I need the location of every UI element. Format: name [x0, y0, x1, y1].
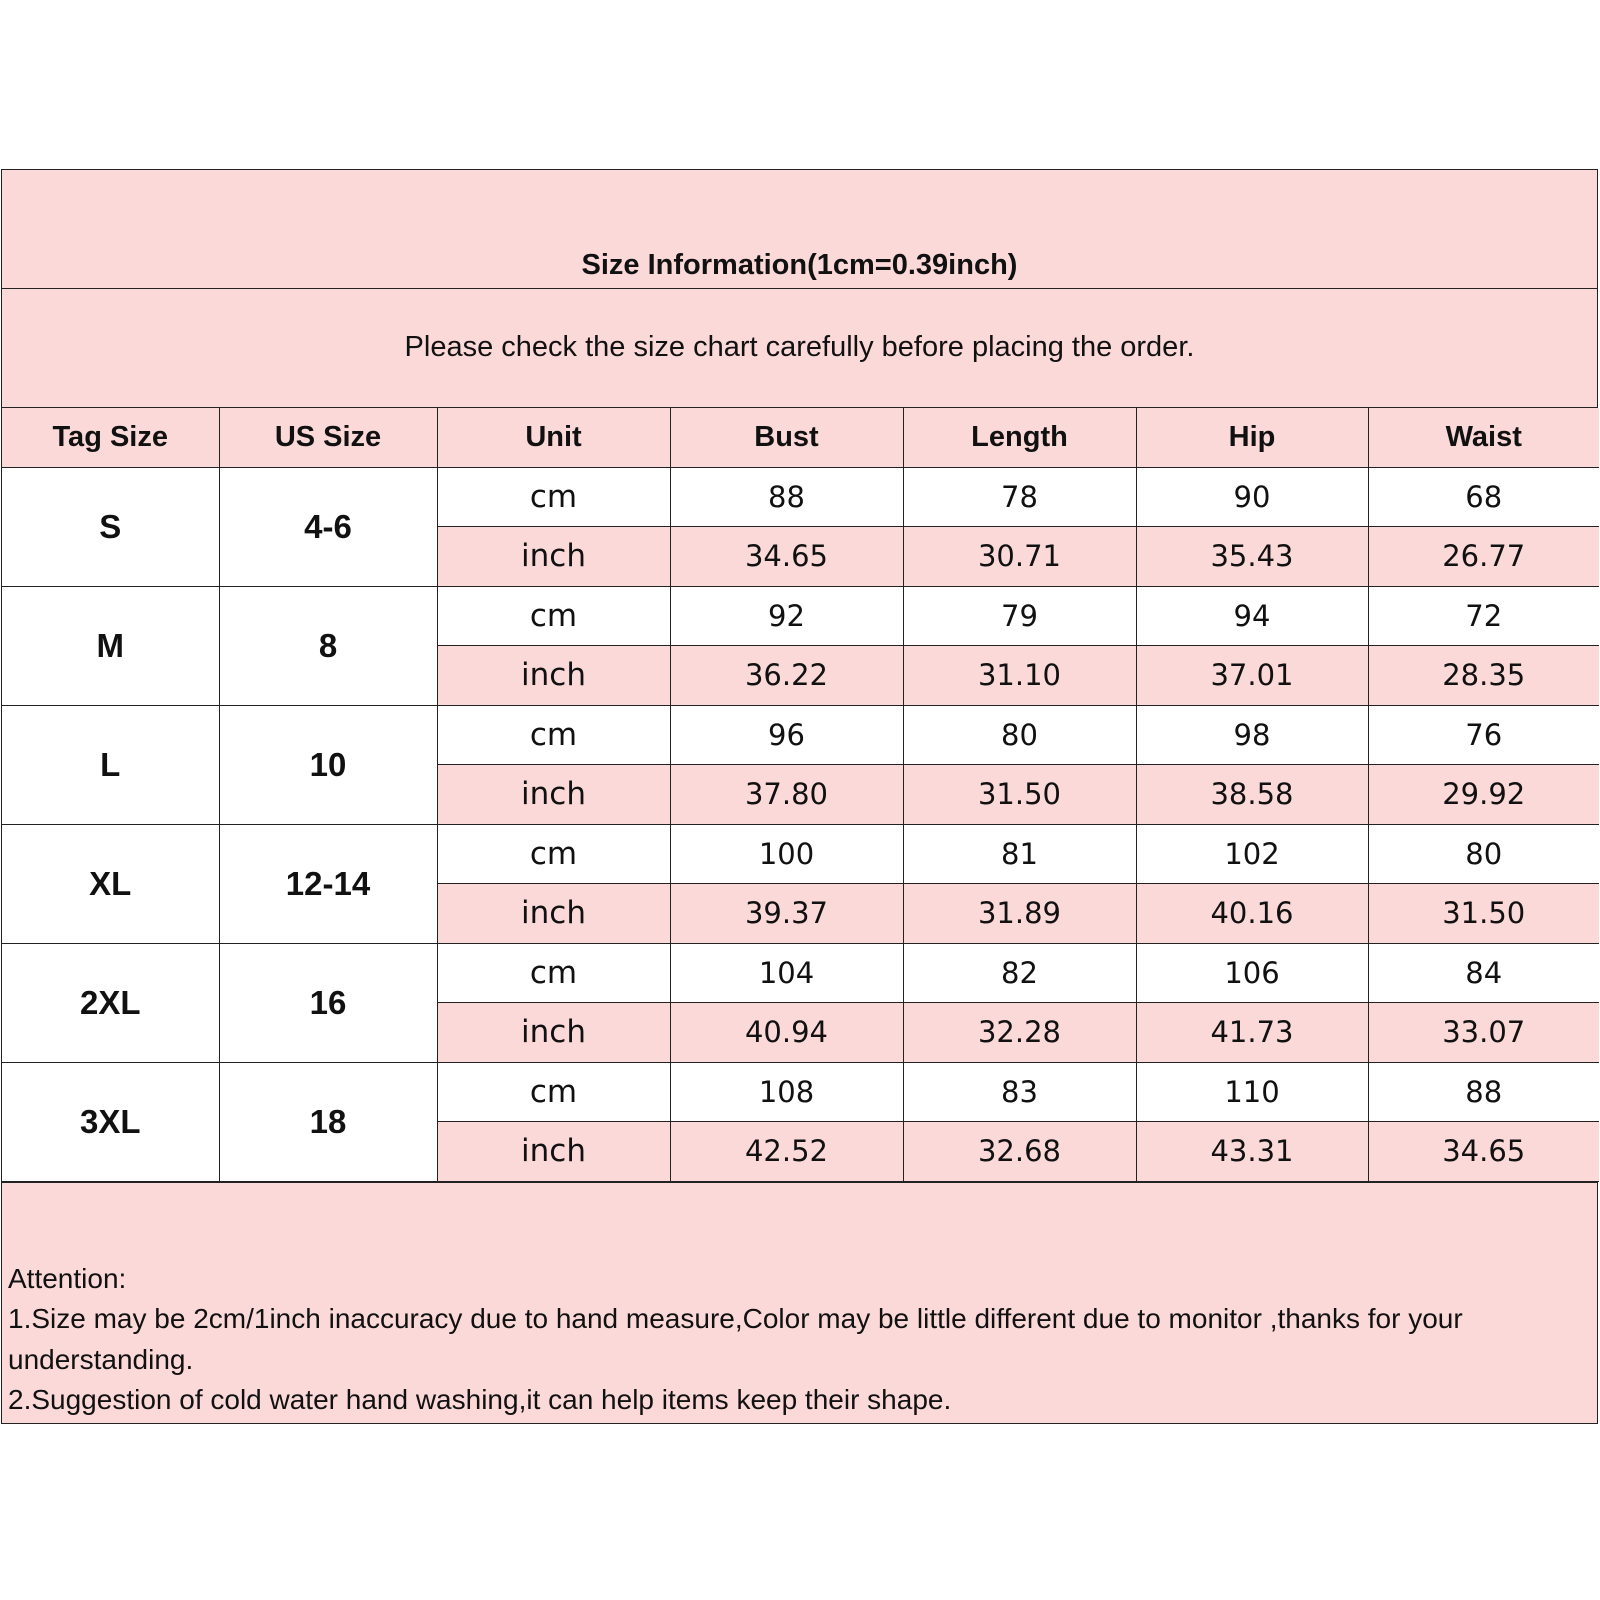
hip-cell: 38.58 — [1136, 765, 1368, 825]
bust-cell: 39.37 — [670, 884, 903, 944]
us-size-cell: 4-6 — [219, 467, 437, 586]
hip-cell: 40.16 — [1136, 884, 1368, 944]
length-cell: 31.10 — [903, 646, 1136, 706]
us-size-cell: 18 — [219, 1062, 437, 1181]
unit-cell: cm — [437, 586, 670, 646]
waist-cell: 88 — [1368, 1062, 1599, 1122]
bust-cell: 100 — [670, 824, 903, 884]
tag-size-cell: 2XL — [2, 943, 219, 1062]
hip-cell: 106 — [1136, 943, 1368, 1003]
hip-cell: 98 — [1136, 705, 1368, 765]
header-unit: Unit — [437, 408, 670, 467]
waist-cell: 28.35 — [1368, 646, 1599, 706]
length-cell: 78 — [903, 467, 1136, 527]
table-row — [2, 467, 1599, 527]
table-row — [2, 824, 1599, 884]
bust-cell: 37.80 — [670, 765, 903, 825]
unit-cell: inch — [437, 1122, 670, 1182]
size-chart-notice: Please check the size chart carefully before placing the order. — [404, 330, 1195, 363]
table-row — [2, 586, 1599, 646]
unit-cell: inch — [437, 884, 670, 944]
header-bust: Bust — [670, 408, 903, 467]
hip-cell: 37.01 — [1136, 646, 1368, 706]
hip-cell: 35.43 — [1136, 527, 1368, 587]
bust-cell: 34.65 — [670, 527, 903, 587]
table-row — [2, 943, 1599, 1003]
tag-size-cell: S — [2, 467, 219, 586]
length-cell: 79 — [903, 586, 1136, 646]
length-cell: 81 — [903, 824, 1136, 884]
header-hip: Hip — [1136, 408, 1368, 467]
bust-cell: 36.22 — [670, 646, 903, 706]
unit-cell: inch — [437, 527, 670, 587]
notes-heading: Attention: — [8, 1262, 127, 1294]
hip-cell: 43.31 — [1136, 1122, 1368, 1182]
waist-cell: 84 — [1368, 943, 1599, 1003]
bust-cell: 92 — [670, 586, 903, 646]
table-row — [2, 705, 1599, 765]
header-waist: Waist — [1368, 408, 1599, 467]
waist-cell: 80 — [1368, 824, 1599, 884]
unit-cell: inch — [437, 646, 670, 706]
attention-notes — [2, 1182, 1597, 1423]
waist-cell: 31.50 — [1368, 884, 1599, 944]
tag-size-cell: 3XL — [2, 1062, 219, 1181]
tag-size-cell: M — [2, 586, 219, 705]
unit-cell: cm — [437, 467, 670, 527]
waist-cell: 34.65 — [1368, 1122, 1599, 1182]
unit-cell: cm — [437, 705, 670, 765]
hip-cell: 90 — [1136, 467, 1368, 527]
waist-cell: 26.77 — [1368, 527, 1599, 587]
bust-cell: 40.94 — [670, 1003, 903, 1063]
unit-cell: cm — [437, 943, 670, 1003]
header-length: Length — [903, 408, 1136, 467]
us-size-cell: 10 — [219, 705, 437, 824]
notes-line-2: 2.Suggestion of cold water hand washing,it can help items keep their shape. — [8, 1384, 952, 1415]
length-cell: 82 — [903, 943, 1136, 1003]
waist-cell: 29.92 — [1368, 765, 1599, 825]
size-table — [2, 408, 1599, 1182]
waist-cell: 76 — [1368, 705, 1599, 765]
size-chart-sheet — [1, 169, 1598, 1424]
header-tag-size: Tag Size — [2, 408, 219, 467]
notes-line-1: 1.Size may be 2cm/1inch inaccuracy due to hand measure,Color may be little different due to monitor ,thanks for your understanding. — [8, 1303, 1463, 1375]
waist-cell: 72 — [1368, 586, 1599, 646]
unit-cell: inch — [437, 765, 670, 825]
length-cell: 83 — [903, 1062, 1136, 1122]
bust-cell: 108 — [670, 1062, 903, 1122]
table-header-row — [2, 408, 1599, 467]
tag-size-cell: L — [2, 705, 219, 824]
us-size-cell: 16 — [219, 943, 437, 1062]
bust-cell: 104 — [670, 943, 903, 1003]
title-row — [2, 170, 1597, 289]
unit-cell: cm — [437, 824, 670, 884]
length-cell: 31.89 — [903, 884, 1136, 944]
length-cell: 32.68 — [903, 1122, 1136, 1182]
table-row — [2, 1062, 1599, 1122]
hip-cell: 41.73 — [1136, 1003, 1368, 1063]
notice-row — [2, 289, 1597, 408]
hip-cell: 94 — [1136, 586, 1368, 646]
hip-cell: 110 — [1136, 1062, 1368, 1122]
length-cell: 32.28 — [903, 1003, 1136, 1063]
size-chart-title: Size Information(1cm=0.39inch) — [581, 249, 1018, 281]
bust-cell: 96 — [670, 705, 903, 765]
bust-cell: 88 — [670, 467, 903, 527]
hip-cell: 102 — [1136, 824, 1368, 884]
unit-cell: cm — [437, 1062, 670, 1122]
waist-cell: 68 — [1368, 467, 1599, 527]
header-us-size: US Size — [219, 408, 437, 467]
us-size-cell: 8 — [219, 586, 437, 705]
length-cell: 31.50 — [903, 765, 1136, 825]
length-cell: 80 — [903, 705, 1136, 765]
us-size-cell: 12-14 — [219, 824, 437, 943]
waist-cell: 33.07 — [1368, 1003, 1599, 1063]
tag-size-cell: XL — [2, 824, 219, 943]
unit-cell: inch — [437, 1003, 670, 1063]
bust-cell: 42.52 — [670, 1122, 903, 1182]
length-cell: 30.71 — [903, 527, 1136, 587]
